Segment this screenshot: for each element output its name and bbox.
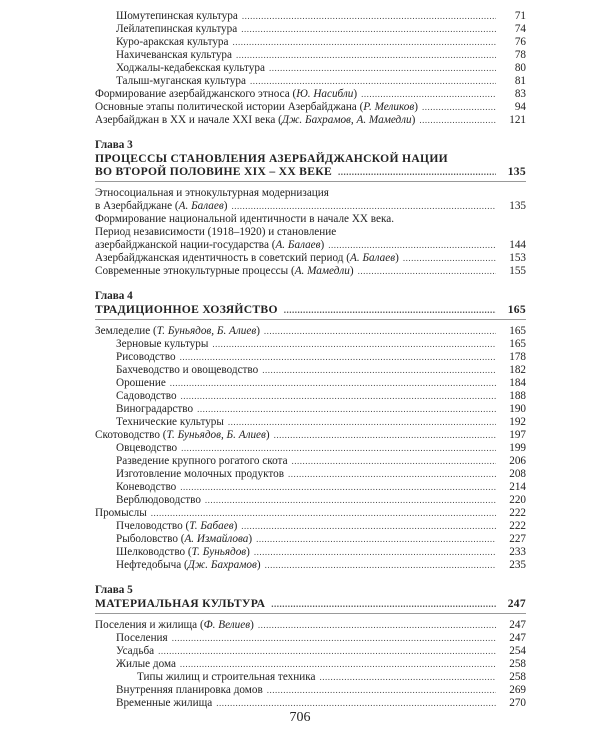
entry-title (116, 468, 284, 481)
entry-title (116, 338, 208, 351)
dot-leader (403, 252, 496, 265)
dot-leader (232, 36, 496, 49)
entry-page: 254 (509, 645, 526, 657)
entry-author: А. Балаев (275, 239, 321, 251)
entry-title (116, 697, 212, 710)
entry-title-text: Типы жилищ и строительная техника (137, 671, 316, 683)
toc-entry (95, 507, 526, 520)
toc-entry (95, 62, 526, 75)
toc-entry-line (95, 442, 526, 455)
dot-leader (180, 481, 496, 494)
dot-leader (269, 62, 496, 75)
entry-page: 258 (509, 671, 526, 683)
entry-title (116, 75, 246, 88)
toc-entry (95, 494, 526, 507)
entry-title-text: Рыболовство (116, 533, 178, 545)
chapter-rule (95, 613, 526, 614)
chapter-title: ВО ВТОРОЙ ПОЛОВИНЕ XIX – XX ВЕКЕ (95, 165, 332, 178)
entry-page: 199 (509, 442, 526, 454)
dot-leader (241, 520, 496, 533)
toc-entry-line (95, 252, 526, 265)
entry-title-text: Виноградарство (116, 403, 194, 415)
entry-page: 190 (509, 403, 526, 415)
dot-leader (419, 114, 496, 127)
entry-title-text: Коневодство (116, 481, 177, 493)
entry-title-text: Верблюдоводство (116, 494, 201, 506)
entry-author: Т. Буньядов, Б. Алиев (166, 429, 266, 441)
toc-entry-line (95, 75, 526, 88)
dot-leader (271, 597, 496, 611)
entry-title-text: Ходжалы-кедабекская культура (116, 62, 265, 74)
entry-title: азербайджанской нации-государства (А. Балаев) (95, 239, 325, 251)
entry-page: 214 (509, 481, 526, 493)
entry-page: 197 (509, 429, 526, 441)
entry-title-text: Азербайджанская идентичность в советский период (95, 252, 344, 264)
dot-leader (254, 546, 496, 559)
entry-title-text: Современные этнокультурные процессы (95, 265, 289, 277)
entry-title-text: Шелководство (116, 546, 186, 558)
toc-entry (95, 416, 526, 429)
toc-entry-line (95, 697, 526, 710)
entry-title-text: Основные этапы политической истории Азербайджана (95, 101, 357, 113)
toc-entry-line (95, 213, 526, 226)
entry-title: Шелководство (Т. Буньядов) (116, 546, 250, 558)
chapter-label: Глава 4 (95, 290, 133, 302)
entry-title (116, 351, 176, 364)
toc-entry (95, 390, 526, 403)
entry-title: Рыболовство (А. Измайлова) (116, 533, 253, 545)
toc-entry-line (95, 507, 526, 520)
entry-page: 222 (509, 507, 526, 519)
chapter-title-line (95, 597, 526, 610)
dot-leader (172, 632, 496, 645)
toc-entry (95, 684, 526, 697)
entry-page: 247 (509, 619, 526, 631)
entry-author: Т. Буньядов, Б. Алиев (156, 325, 257, 337)
entry-page: 74 (514, 23, 526, 35)
entry-title-text: Земледелие (95, 325, 151, 337)
toc-entry-line (95, 632, 526, 645)
entry-title (116, 36, 228, 49)
dot-leader (205, 494, 496, 507)
chapter-rule (95, 181, 526, 182)
toc-entry-line (95, 36, 526, 49)
dot-leader (284, 303, 496, 317)
entry-title (116, 62, 265, 75)
toc-entry-line (95, 533, 526, 546)
toc-entry (95, 468, 526, 481)
entry-page: 135 (509, 200, 526, 212)
entry-title: Поселения и жилища (Ф. Велиев) (95, 619, 254, 631)
dot-leader (256, 533, 496, 546)
entry-title: Скотоводство (Т. Буньядов, Б. Алиев) (95, 429, 270, 441)
entry-page: 188 (509, 390, 526, 402)
entry-title: Азербайджанская идентичность в советский период (А. Балаев) (95, 252, 399, 264)
dot-leader (274, 429, 496, 442)
toc-entry (95, 364, 526, 377)
dot-leader (181, 390, 496, 403)
toc-entry-line (95, 10, 526, 23)
dot-leader (258, 619, 496, 632)
entry-title-text: Временные жилища (116, 697, 213, 709)
entry-title-text: Рисоводство (116, 351, 176, 363)
chapter-label: Глава 3 (95, 139, 133, 151)
toc-entry-line (95, 546, 526, 559)
entry-page: 206 (509, 455, 526, 467)
chapter-page: 165 (507, 303, 526, 316)
entry-page: 121 (509, 114, 526, 126)
dot-leader (158, 645, 496, 658)
entry-title-text: Жилые дома (116, 658, 176, 670)
entry-page: 258 (509, 658, 526, 670)
toc-entry-line (95, 49, 526, 62)
entry-title-text: Усадьба (116, 645, 155, 657)
entry-title (95, 213, 394, 226)
dot-leader (262, 364, 496, 377)
entry-title (116, 377, 166, 390)
entry-title-text: Пчеловодство (116, 520, 183, 532)
entry-title (116, 455, 288, 468)
entry-title (116, 390, 177, 403)
entry-page: 208 (509, 468, 526, 480)
entry-page: 178 (509, 351, 526, 363)
entry-page: 155 (509, 265, 526, 277)
dot-leader (180, 658, 496, 671)
entry-title (116, 481, 176, 494)
entry-title: Современные этнокультурные процессы (А. Мамедли) (95, 265, 354, 277)
entry-author: А. Балаев (178, 200, 224, 212)
entry-title-text: Зерновые культуры (116, 338, 209, 350)
toc-entry (95, 114, 526, 127)
toc-entry (95, 213, 526, 252)
toc-entry-line (95, 88, 526, 101)
chapter-title: ПРОЦЕССЫ СТАНОВЛЕНИЯ АЗЕРБАЙДЖАНСКОЙ НАЦИИ (95, 152, 448, 165)
dot-leader (292, 455, 496, 468)
entry-page: 81 (514, 75, 526, 87)
entry-page: 235 (509, 559, 526, 571)
entry-title-text: Поселения (116, 632, 168, 644)
entry-title-text: Талыш-муганская культура (116, 75, 246, 87)
toc-entry (95, 455, 526, 468)
entry-title-text: Нефтедобыча (116, 559, 182, 571)
toc-entry (95, 533, 526, 546)
entry-title (116, 403, 193, 416)
dot-leader (197, 403, 496, 416)
dot-leader (151, 507, 496, 520)
dot-leader (231, 200, 496, 213)
dot-leader (267, 684, 496, 697)
entry-author: А. Балаев (350, 252, 396, 264)
entry-title (116, 645, 154, 658)
chapter-page: 247 (507, 597, 526, 610)
entry-title-text: Формирование национальной идентичности в начале XX века. (95, 213, 394, 225)
entry-title-text: Период независимости (1918–1920) и становление (95, 226, 337, 238)
entry-title (116, 658, 176, 671)
entry-title: Азербайджан в XX и начале XXI века (Дж. Бахрамов, А. Мамедли) (95, 114, 416, 126)
toc-entry (95, 520, 526, 533)
entry-title: Нефтедобыча (Дж. Бахрамов) (116, 559, 261, 571)
entry-author: Т. Бабаев (189, 520, 234, 532)
dot-leader (319, 671, 496, 684)
entry-author: Ю. Насибли (296, 88, 354, 100)
toc-entry (95, 23, 526, 36)
entry-author: Дж. Бахрамов (187, 559, 257, 571)
entry-page: 247 (509, 632, 526, 644)
toc-entry-line (95, 226, 526, 239)
entry-author: А. Измайлова (184, 533, 249, 545)
dot-leader (170, 377, 496, 390)
entry-title-text: Овцеводство (116, 442, 178, 454)
dot-leader (181, 442, 496, 455)
toc-entry (95, 10, 526, 23)
entry-title (116, 632, 168, 645)
entry-page: 71 (514, 10, 526, 22)
dot-leader (358, 265, 496, 278)
entry-page: 233 (509, 546, 526, 558)
entry-title-text: Поселения и жилища (95, 619, 198, 631)
toc-entry (95, 481, 526, 494)
toc-entry-line (95, 62, 526, 75)
entry-title-text: Формирование азербайджанского этноса (95, 88, 290, 100)
entry-title-text: Промыслы (95, 507, 147, 519)
entry-title: Основные этапы политической истории Азербайджана (Р. Меликов) (95, 101, 418, 113)
entry-title (95, 187, 329, 200)
entry-author: Дж. Бахрамов, А. Мамедли (281, 114, 412, 126)
chapter-section (95, 290, 526, 572)
toc-entry (95, 403, 526, 416)
entry-title (116, 23, 237, 36)
toc-entry-line (95, 265, 526, 278)
entry-title-text: азербайджанской нации-государства (95, 239, 269, 251)
toc-entry (95, 36, 526, 49)
entry-title (116, 442, 177, 455)
toc-entry-line (95, 114, 526, 127)
toc-entry (95, 619, 526, 632)
dot-leader (250, 75, 496, 88)
toc-entry-line (95, 559, 526, 572)
toc-entry-line (95, 619, 526, 632)
chapter-rule (95, 319, 526, 320)
entry-author: Т. Буньядов (191, 546, 247, 558)
entry-title-text: Орошение (116, 377, 166, 389)
toc-entry (95, 429, 526, 442)
toc-entry-line (95, 455, 526, 468)
entry-page: 182 (509, 364, 526, 376)
entry-title-text: Этносоциальная и этнокультурная модернизация (95, 187, 329, 199)
toc-entry (95, 338, 526, 351)
toc-entry-line (95, 187, 526, 200)
entry-page: 270 (509, 697, 526, 709)
entry-title-text: Бахчеводство и овощеводство (116, 364, 259, 376)
entry-page: 144 (509, 239, 526, 251)
entry-title-text: Скотоводство (95, 429, 160, 441)
entry-page: 222 (509, 520, 526, 532)
entry-author: А. Мамедли (294, 265, 350, 277)
entry-title (116, 494, 201, 507)
entry-page: 192 (509, 416, 526, 428)
toc-entry (95, 325, 526, 338)
entry-title (137, 671, 315, 684)
toc-entry-line (95, 200, 526, 213)
entry-page: 94 (514, 101, 526, 113)
chapter-title-line (95, 303, 526, 316)
entry-title-text: Лейлатепинская культура (116, 23, 238, 35)
entry-page: 83 (514, 88, 526, 100)
toc-entry-line (95, 481, 526, 494)
entry-page: 153 (509, 252, 526, 264)
entry-page: 227 (509, 533, 526, 545)
entry-title (116, 364, 258, 377)
toc-entry-line (95, 23, 526, 36)
entry-page: 165 (509, 338, 526, 350)
dot-leader (241, 23, 496, 36)
entry-title-text: в Азербайджане (95, 200, 173, 212)
toc-entry-line (95, 377, 526, 390)
toc-entry (95, 49, 526, 62)
dot-leader (328, 239, 496, 252)
chapter-section (95, 139, 526, 278)
entry-title-text: Нахичеванская культура (116, 49, 232, 61)
dot-leader (264, 325, 496, 338)
toc-entry (95, 351, 526, 364)
entry-title: в Азербайджане (А. Балаев) (95, 200, 228, 212)
entry-title-text: Азербайджан в XX и начале XXI века (95, 114, 276, 126)
entry-title (116, 49, 232, 62)
toc-entry (95, 632, 526, 645)
toc-entry (95, 101, 526, 114)
dot-leader (228, 416, 496, 429)
entry-title-text: Технические культуры (116, 416, 224, 428)
toc-entry-line (95, 416, 526, 429)
toc-entry (95, 645, 526, 658)
toc-entry-line (95, 645, 526, 658)
chapter-section (95, 584, 526, 710)
entry-title-text: Садоводство (116, 390, 177, 402)
entry-title (116, 416, 224, 429)
dot-leader (361, 88, 496, 101)
chapter-page: 135 (507, 165, 526, 178)
chapter-label: Глава 5 (95, 584, 133, 596)
entry-author: Р. Меликов (363, 101, 415, 113)
table-of-contents (95, 10, 526, 710)
chapter-title: ТРАДИЦИОННОЕ ХОЗЯЙСТВО (95, 303, 278, 316)
entry-page: 80 (514, 62, 526, 74)
toc-entry-line (95, 325, 526, 338)
dot-leader (216, 697, 496, 710)
entry-title-text: Внутренняя планировка домов (116, 684, 263, 696)
dot-leader (338, 165, 496, 179)
chapter-title: МАТЕРИАЛЬНАЯ КУЛЬТУРА (95, 597, 266, 610)
toc-entry (95, 697, 526, 710)
toc-entry (95, 75, 526, 88)
entry-title (95, 507, 147, 520)
entry-page: 184 (509, 377, 526, 389)
toc-entry (95, 671, 526, 684)
toc-entry-line (95, 520, 526, 533)
dot-leader (180, 351, 496, 364)
entry-page: 165 (509, 325, 526, 337)
toc-entry-line (95, 364, 526, 377)
toc-entry-line (95, 429, 526, 442)
toc-entry-line (95, 658, 526, 671)
entry-title-text: Разведение крупного рогатого скота (116, 455, 288, 467)
dot-leader (236, 49, 496, 62)
toc-entry (95, 88, 526, 101)
page-number: 706 (289, 710, 311, 725)
entry-title (116, 10, 238, 23)
dot-leader (265, 559, 496, 572)
toc-entry (95, 187, 526, 213)
toc-entry-line (95, 338, 526, 351)
dot-leader (212, 338, 496, 351)
dot-leader (422, 101, 496, 114)
toc-entry-line (95, 239, 526, 252)
entry-page: 78 (514, 49, 526, 61)
entry-page: 269 (509, 684, 526, 696)
toc-entry (95, 252, 526, 265)
entry-title: Формирование азербайджанского этноса (Ю. Насибли) (95, 88, 358, 100)
toc-entry (95, 559, 526, 572)
toc-entry-line (95, 684, 526, 697)
toc-entry-line (95, 403, 526, 416)
entry-title (95, 226, 336, 239)
toc-entry (95, 442, 526, 455)
toc-entry (95, 377, 526, 390)
chapter-title-line (95, 165, 526, 178)
entry-title-text: Куро-аракская культура (116, 36, 229, 48)
toc-entry-line (95, 351, 526, 364)
toc-entry (95, 546, 526, 559)
toc-entry-line (95, 101, 526, 114)
toc-entry (95, 658, 526, 671)
dot-leader (288, 468, 496, 481)
entry-author: Ф. Велиев (203, 619, 251, 631)
toc-entry (95, 265, 526, 278)
entry-title: Пчеловодство (Т. Бабаев) (116, 520, 238, 532)
entry-title-text: Шомутепинская культура (116, 10, 238, 22)
toc-entry-line (95, 494, 526, 507)
entry-title-text: Изготовление молочных продуктов (116, 468, 284, 480)
entry-page: 220 (509, 494, 526, 506)
dot-leader (242, 10, 496, 23)
entry-page: 76 (514, 36, 526, 48)
toc-entry-line (95, 671, 526, 684)
entry-title: Земледелие (Т. Буньядов, Б. Алиев) (95, 325, 260, 337)
toc-entry-line (95, 390, 526, 403)
entry-title (116, 684, 263, 697)
toc-entry-line (95, 468, 526, 481)
chapter-title-line (95, 152, 526, 165)
